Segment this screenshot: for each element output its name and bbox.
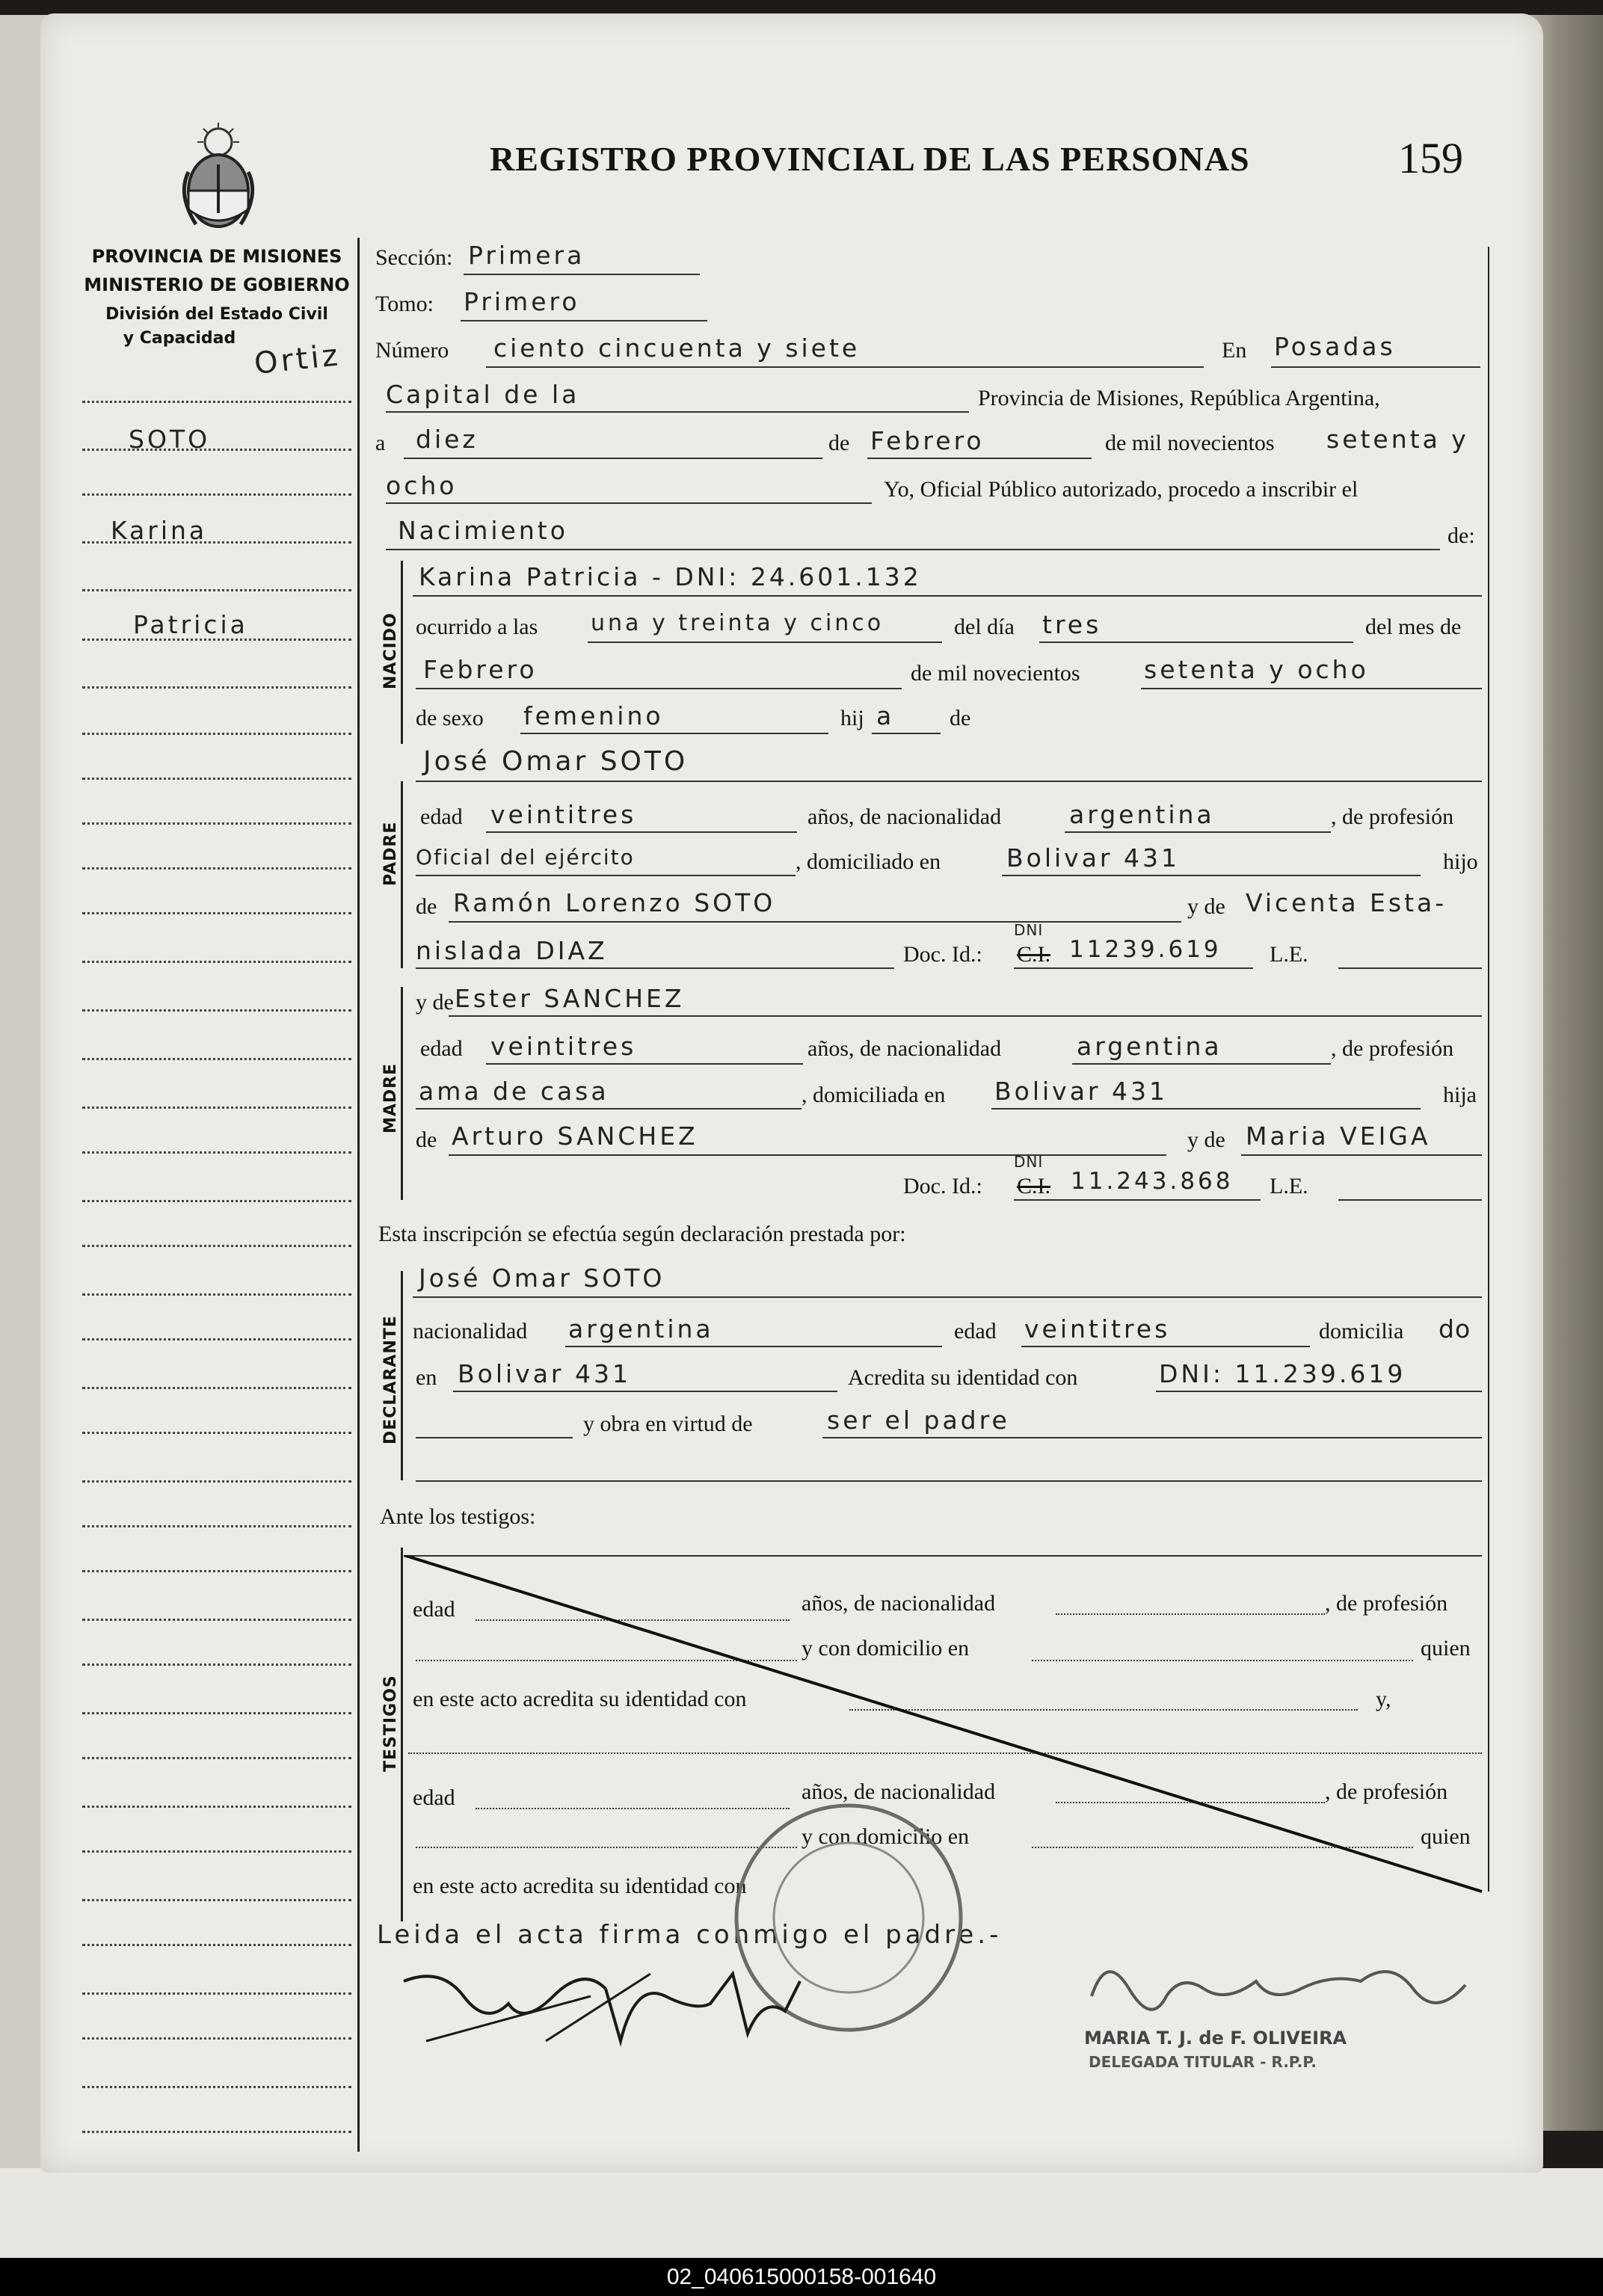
padre-prof-label: , de profesión [1331,804,1454,829]
seccion-label: Sección: [375,245,453,270]
margin-second-name: Patricia [133,610,248,639]
a-label: a [375,431,386,455]
testigos-bracket [401,1548,403,1921]
madre-doc-struck: C.I. [1017,1174,1050,1198]
fill-line [520,733,828,734]
testigo2-quien-label: quien [1421,1824,1471,1849]
fill-line [991,1108,1421,1109]
madre-dom-value: Bolivar 431 [994,1077,1168,1106]
fill-line [822,1437,1482,1438]
de-mil-label: de mil novecientos [1105,431,1275,455]
fill-line [386,549,1440,550]
numero-value: ciento cincuenta y siete [493,333,861,363]
yo-text: Yo, Oficial Público autorizado, procedo a inscribir el [884,477,1359,502]
tomo-value: Primero [464,287,580,316]
ministry-heading: MINISTERIO DE GOBIERNO [84,274,350,295]
book-bottom [0,2168,1603,2258]
declarante-edad-label: edad [954,1319,997,1344]
declarante-virtud: ser el padre [827,1406,1010,1435]
fill-line [1156,1391,1482,1392]
declarante-edad-value: veintitres [1024,1314,1171,1344]
fill-line [1072,1063,1331,1065]
margin-line [82,1009,351,1012]
margin-line [82,1151,351,1154]
anio-value-2: ocho [386,471,458,500]
province-heading: PROVINCIA DE MISIONES [91,246,342,267]
margin-line [82,449,351,451]
testigo2-edad-label: edad [413,1785,455,1810]
declarant-signature [396,1951,815,2063]
madre-de-label: de [416,1127,437,1152]
fill-line [1271,366,1480,368]
nac-de-label: de [950,706,971,730]
padre-nac-value: argentina [1069,800,1215,829]
left-frame-line [357,238,360,2152]
mes-nac-value: Febrero [423,655,538,684]
fill-line [416,1108,802,1109]
fill-line [453,1391,837,1392]
fill-line [486,1063,803,1065]
official-signature [1077,1944,1480,2034]
abuela-paterna-2: nislada DIAZ [416,936,608,965]
testigo2-nac-label: años, de nacionalidad [802,1779,996,1804]
fill-line [416,1480,1482,1482]
madre-edad-value: veintitres [490,1032,637,1061]
testigo1-edad-label: edad [413,1597,455,1622]
margin-line [82,1200,351,1202]
margin-line [82,822,351,825]
abuelo-materno: Arturo SANCHEZ [452,1121,698,1151]
testigo2-acredita-label: en este acto acredita su identidad con [413,1874,747,1898]
hij-label: hij [840,706,864,730]
padre-doc-label: Doc. Id.: [903,942,982,967]
ante-testigos-label: Ante los testigos: [380,1504,536,1529]
capital-value: Capital de la [386,380,580,409]
margin-line [82,1480,351,1483]
margin-line [82,1432,351,1434]
fill-line [1338,1199,1482,1201]
division-heading: División del Estado Civil [105,305,328,324]
abuela-paterna-1: Vicenta Esta- [1246,888,1447,917]
nac-de-mil-label: de mil novecientos [911,661,1080,686]
margin-line [82,1850,351,1853]
fill-line [486,366,1204,368]
fill-line [1065,831,1331,833]
leida-text: Leida el acta firma conmigo el padre.- [377,1920,1003,1950]
de-colon-label: de: [1447,523,1475,548]
margin-line [82,1806,351,1808]
sexo-label: de sexo [416,706,484,730]
declaracion-text: Esta inscripción se efectúa según declaración prestada por: [378,1222,906,1246]
margin-line [82,589,351,591]
numero-label: Número [375,338,449,363]
fill-line [588,641,942,643]
declarante-obra-label: y obra en virtud de [583,1412,753,1436]
madre-dom-label: , domiciliada en [802,1083,946,1107]
margin-line [82,778,351,780]
fill-line [461,320,707,321]
en-label: En [1222,338,1247,363]
padre-hijo-label: hijo [1443,849,1478,874]
en-value: Posadas [1274,332,1396,361]
dia-nac-value: tres [1042,610,1102,639]
provincia-text: Provincia de Misiones, República Argentina, [978,386,1380,410]
fill-line [386,411,969,413]
testigo1-nac-label: años, de nacionalidad [802,1591,996,1616]
testigos-side-label: TESTIGOS [381,1675,400,1772]
padre-prof-value: Oficial del ejército [416,845,635,870]
madre-prof-value: ama de casa [419,1077,609,1106]
margin-line [82,1570,351,1572]
fill-line [413,1296,1482,1298]
declarante-dom-value: Bolivar 431 [458,1359,631,1388]
madre-bracket [401,987,403,1200]
padre-de-label: de [416,894,437,919]
nacido-side-label: NACIDO [381,612,400,689]
anio-nac-value: setenta y ocho [1144,655,1369,684]
fill-line [413,595,1482,597]
fill-line [416,781,1482,782]
page-title: REGISTRO PROVINCIAL DE LAS PERSONAS [490,140,1250,178]
padre-dom-value: Bolivar 431 [1006,843,1180,872]
margin-line [82,1338,351,1341]
margin-line [82,1293,351,1296]
declarante-acredita-label: Acredita su identidad con [848,1365,1078,1390]
padre-edad-label: edad [420,804,463,829]
padre-bracket [401,781,403,968]
fill-line [404,458,822,459]
hora-value: una y treinta y cinco [591,610,884,636]
margin-line [82,733,351,735]
madre-doc-label: Doc. Id.: [903,1174,982,1198]
padre-doc-type: DNI [1014,921,1044,939]
madre-prof-label: , de profesión [1331,1036,1454,1061]
fill-line [1014,1199,1261,1201]
fill-line [449,1154,1166,1156]
padre-doc-struck: C.I. [1017,942,1050,967]
margin-first-name: Karina [111,516,208,545]
margin-surname: SOTO [129,425,211,454]
testigo1-prof-label: , de profesión [1325,1591,1448,1616]
sexo-value: femenino [523,701,664,730]
madre-doc-type: DNI [1014,1153,1044,1171]
margin-line [82,1387,351,1389]
margin-line [82,1899,351,1901]
fill-line [1141,688,1482,689]
del-mes-label: del mes de [1365,615,1462,639]
anio-value-1: setenta y [1326,425,1469,454]
padre-edad-value: veintitres [490,800,637,829]
madre-y-de-label: y de [416,990,454,1015]
image-caption: 02_040615000158-001640 [0,2258,1603,2296]
testigo1-y-label: y, [1376,1687,1391,1711]
tomo-label: Tomo: [375,292,434,316]
declarante-en-label: en [416,1365,437,1390]
abuela-materna: Maria VEIGA [1246,1121,1431,1151]
declarante-bracket [401,1271,403,1480]
fill-line [1002,875,1421,876]
padre-y-de-label: y de [1187,894,1225,919]
ocurrido-label: ocurrido a las [416,615,538,639]
testigo1-dom-label: y con domicilio en [802,1636,970,1661]
madre-nombre: Ester SANCHEZ [455,984,685,1013]
declarante-nac-label: nacionalidad [413,1319,528,1344]
margin-line [82,1058,351,1060]
madre-le-label: L.E. [1270,1174,1308,1198]
margin-line [82,1107,351,1109]
fill-line [486,831,797,833]
fill-line [386,502,872,504]
margin-line [82,686,351,689]
initials-signature: Ortiz [252,338,342,381]
declarante-side-label: DECLARANTE [381,1315,400,1444]
madre-side-label: MADRE [381,1062,400,1133]
madre-doc-number: 11.243.868 [1071,1168,1234,1195]
coat-of-arms-icon [173,120,263,239]
fill-line [565,1346,942,1347]
declarante-identidad: DNI: 11.239.619 [1159,1359,1406,1388]
margin-line [82,1757,351,1759]
padre-dom-label: , domiciliado en [796,849,941,874]
testigo2-dom-label: y con domicilio en [802,1824,970,1849]
margin-line [82,1619,351,1621]
fill-line [416,875,796,876]
fill-line [867,458,1092,459]
fill-line [449,1015,1482,1017]
margin-line [82,401,351,403]
margin-line [82,1663,351,1666]
nacido-nombre: Karina Patricia - DNI: 24.601.132 [419,562,922,591]
fill-line [1338,967,1482,969]
official-name: MARIA T. J. de F. OLIVEIRA [1084,2028,1347,2049]
abuelo-paterno: Ramón Lorenzo SOTO [453,888,776,917]
fill-line [464,274,700,275]
margin-line [82,1712,351,1714]
declarante-nombre: José Omar SOTO [419,1264,665,1293]
madre-hija-label: hija [1443,1083,1477,1107]
declarante-nac-value: argentina [568,1314,714,1344]
margin-line [82,1992,351,1995]
padre-nombre: José Omar SOTO [423,746,689,777]
madre-edad-label: edad [420,1036,463,1061]
madre-nac-label: años, de nacionalidad [807,1036,1002,1061]
padre-le-label: L.E. [1270,942,1308,967]
nacido-bracket [401,561,403,744]
margin-line [82,1944,351,1946]
testigo1-acredita-label: en este acto acredita su identidad con [413,1687,747,1711]
mes-value: Febrero [870,426,985,455]
padre-doc-number: 11239.619 [1069,936,1222,963]
fill-line [1241,1154,1482,1156]
margin-line [82,912,351,914]
margin-line [82,2131,351,2133]
fill-line [416,1437,573,1438]
fill-line [416,688,902,689]
margin-line [82,2086,351,2088]
hij-value: a [876,701,895,730]
margin-line [82,1525,351,1527]
padre-side-label: PADRE [381,821,400,886]
fill-line [449,921,1181,923]
madre-nac-value: argentina [1077,1032,1222,1061]
declarante-dom-label: domicilia [1319,1319,1404,1344]
de-label: de [828,431,850,455]
margin-line [82,961,351,963]
right-frame-line [1488,247,1489,1892]
page-number: 159 [1398,134,1463,182]
padre-nac-label: años, de nacionalidad [807,804,1002,829]
declarante-dom-suffix: do [1439,1314,1471,1344]
acto-value: Nacimiento [398,516,568,545]
fill-line [416,967,894,969]
testigo1-quien-label: quien [1421,1636,1471,1661]
seccion-value: Primera [468,241,585,270]
del-dia-label: del día [954,615,1015,639]
official-title: DELEGADA TITULAR - R.P.P. [1089,2053,1317,2071]
margin-line [82,867,351,870]
margin-line [82,493,351,496]
dia-value: diez [416,425,479,454]
testigo2-prof-label: , de profesión [1325,1779,1448,1804]
capacity-heading: y Capacidad [123,329,236,348]
fill-line [1039,641,1353,643]
margin-line [82,1245,351,1247]
fill-line [1014,967,1253,969]
madre-y-de2-label: y de [1187,1127,1225,1152]
fill-line [872,733,941,734]
fill-line [1021,1346,1310,1347]
margin-line [82,2037,351,2040]
